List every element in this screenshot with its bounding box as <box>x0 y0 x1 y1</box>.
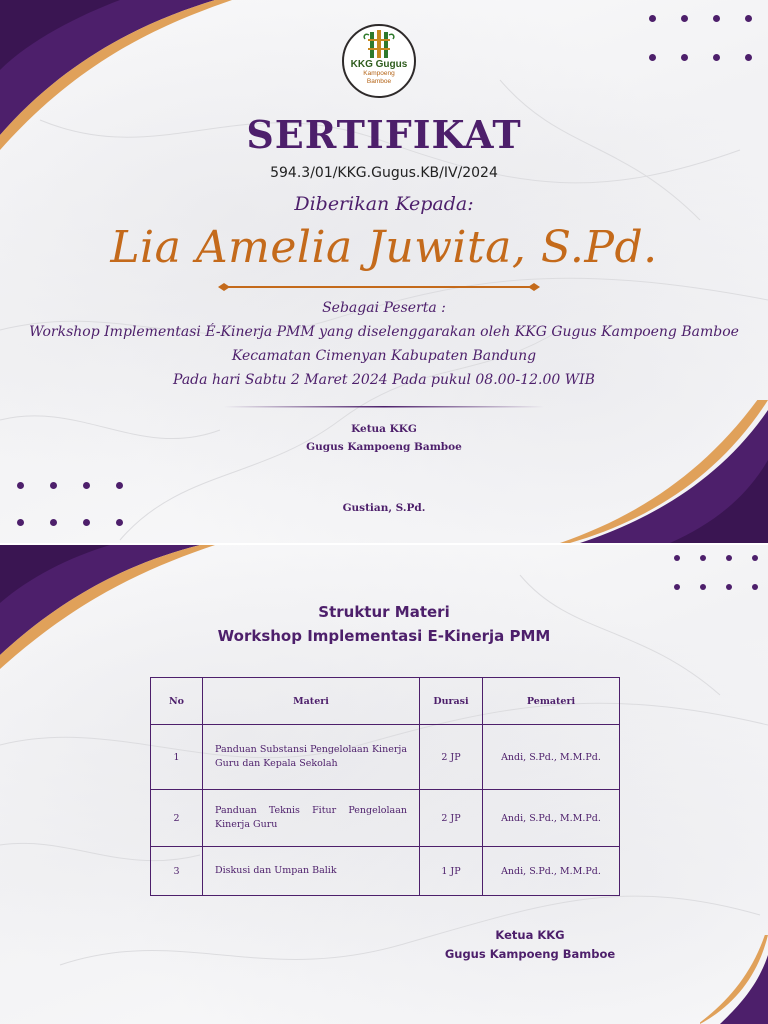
cell-materi: Panduan Substansi Pengelolaan Kinerja Guru dan Kepala Sekolah <box>203 725 420 790</box>
cell-durasi: 2 JP <box>420 725 483 790</box>
cell-pemateri: Andi, S.Pd., M.M.Pd. <box>483 725 620 790</box>
recipient-name: Lia Amelia Juwita, S.Pd. <box>110 222 658 273</box>
materials-table <box>150 677 620 896</box>
participant-label: Sebagai Peserta : <box>322 300 446 316</box>
cell-durasi: 2 JP <box>420 790 483 847</box>
materials-title-line-1: Struktur Materi <box>318 603 450 621</box>
cell-pemateri: Andi, S.Pd., M.M.Pd. <box>483 847 620 896</box>
description-line-2: Kecamatan Cimenyan Kabupaten Bandung <box>231 348 537 364</box>
header-materi: Materi <box>203 678 420 725</box>
materials-page <box>0 545 768 1024</box>
materials-signer-line-1: Ketua KKG <box>495 928 565 942</box>
certificate-number: 594.3/01/KKG.Gugus.KB/IV/2024 <box>270 165 498 181</box>
header-pemateri: Pemateri <box>483 678 620 725</box>
header-durasi: Durasi <box>420 678 483 725</box>
divider <box>224 405 544 409</box>
table-row <box>151 790 620 847</box>
materials-signer-title <box>380 926 680 964</box>
description-line-3: Pada hari Sabtu 2 Maret 2024 Pada pukul 08.00-12.00 WIB <box>173 372 595 388</box>
signer-title-line-2: Gugus Kampoeng Bamboe <box>306 441 462 453</box>
cell-pemateri: Andi, S.Pd., M.M.Pd. <box>483 790 620 847</box>
materials-signer-line-2: Gugus Kampoeng Bamboe <box>444 947 616 961</box>
cell-no: 3 <box>151 847 203 896</box>
signer-title-line-1: Ketua KKG <box>351 423 417 435</box>
logo-name: KKG Gugus <box>350 59 408 70</box>
given-to-label: Diberikan Kepada: <box>294 193 474 215</box>
logo-subtitle-2: Bamboe <box>366 78 392 85</box>
table-row <box>151 847 620 896</box>
table-header-row <box>151 678 620 725</box>
description-line-1: Workshop Implementasi É-Kinerja PMM yang diselenggarakan oleh KKG Gugus Kampoeng Bamboe <box>29 324 739 340</box>
table-row <box>151 725 620 790</box>
cell-no: 2 <box>151 790 203 847</box>
logo-subtitle-1: Kampoeng <box>363 70 395 77</box>
certificate-title: SERTIFIKAT <box>246 112 522 157</box>
signer-name: Gustian, S.Pd. <box>342 502 426 514</box>
cell-materi: Panduan Teknis Fitur Pengelolaan Kinerja Guru <box>203 790 420 847</box>
bamboe-icon <box>362 29 396 59</box>
signer-title <box>0 420 768 456</box>
top-left-swoosh <box>0 0 250 190</box>
bottom-right-swoosh <box>700 935 768 1024</box>
materials-title-line-2: Workshop Implementasi E-Kinerja PMM <box>217 627 551 645</box>
cell-durasi: 1 JP <box>420 847 483 896</box>
cell-no: 1 <box>151 725 203 790</box>
cell-materi: Diskusi dan Umpan Balik <box>203 847 420 896</box>
kkg-logo <box>342 24 416 98</box>
materials-title <box>0 600 768 648</box>
header-no: No <box>151 678 203 725</box>
name-underline <box>218 282 540 292</box>
